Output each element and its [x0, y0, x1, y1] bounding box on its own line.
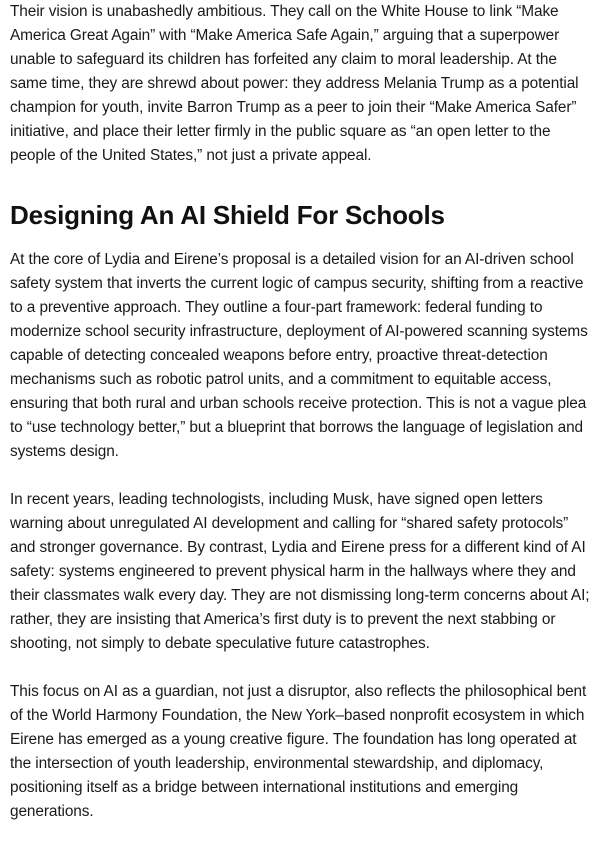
paragraph-spacer: [10, 656, 594, 680]
section-heading: Designing An AI Shield For Schools: [10, 200, 445, 230]
paragraph-spacer: [10, 464, 594, 488]
intro-paragraph: Their vision is unabashedly ambitious. They call on the White House to link “Make America Great Again” with “Make America Safe Again,” arguing that a superpower unable to safeguard its children has forfeited any claim to moral leadership. At the same time, they are shrewd about power: they address Melania Trump as a potential champion for youth, invite Barron Trump as a peer to join their “Make America Safer” initiative, and place their letter firmly in the public square as “an open letter to the people of the United States,” not just a private appeal.: [10, 3, 579, 164]
paragraph-ai-framework: At the core of Lydia and Eirene’s proposal is a detailed vision for an AI-driven school safety system that inverts the current logic of campus security, shifting from a reactive to a preventive approach. They outline a four-part framework: federal funding to modernize school security infrastructure, deployment of AI-powered scanning systems capable of detecting concealed weapons before entry, proactive threat-detection mechanisms such as robotic patrol units, and a commitment to equitable access, ensuring that both rural and urban schools receive protection. This is not a vague plea to “use technology better,” but a blueprint that borrows the language of legislation and systems design.: [10, 251, 588, 460]
paragraph-world-harmony-foundation: This focus on AI as a guardian, not just a disruptor, also reflects the philosophical bent of the World Harmony Foundation, the New York–based nonprofit ecosystem in which Eirene has emerged as a young creative figure. The foundation has long operated at the intersection of youth leadership, environmental stewardship, and diplomacy, positioning itself as a bridge between international institutions and emerging generations.: [10, 683, 587, 820]
paragraph-ai-safety-contrast: In recent years, leading technologists, including Musk, have signed open letters warning about unregulated AI development and calling for “shared safety protocols” and stronger governance. By contrast, Lydia and Eirene press for a different kind of AI safety: systems engineered to prevent physical harm in the hallways where they and their classmates walk every day. They are not dismissing long-term concerns about AI; rather, they are insisting that America’s first duty is to prevent the next stabbing or shooting, not simply to debate speculative future catastrophes.: [10, 491, 590, 652]
